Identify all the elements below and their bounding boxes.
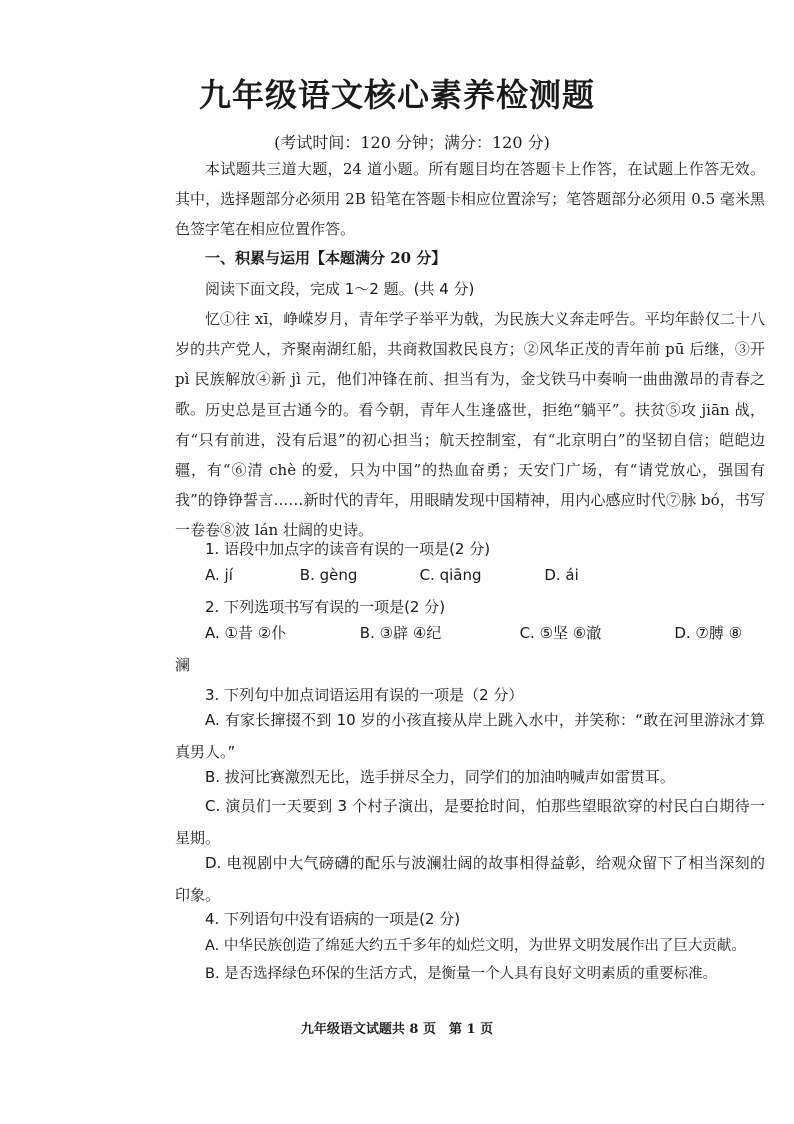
question-4-option-a: A. 中华民族创造了绵延大约五千多年的灿烂文明，为世界文明发展作出了巨大贡献。 — [205, 938, 746, 954]
question-2-options — [205, 622, 742, 643]
question-3-option-c: C. 演员们一天要到 3 个村子演出，是要抢时间，怕那些望眼欲穿的村民白白期待一星期。 — [175, 797, 765, 847]
passage-paragraph-2: 历史总是亘古通今的。看今朝，青年人生逢盛世，拒绝“躺平”。扶贫⑤攻 jiān 战，有“只有前进，没有后退”的初心担当；航天控制室，有“北京明白”的坚韧自信；皑皑边疆，有“⑥清 chè 的爱，只为中国”的热血奋勇；天安门广场，有“请党放心，强国有我”的铮铮誓言……新时代的青年，用眼睛发现中国精神，用内心感应时代⑦脉 bó，书写一卷卷⑧波 lán 壮阔的史诗。 — [175, 401, 765, 539]
option-b: B. ③辟 ④纪 — [359, 624, 442, 642]
option-c: C. qiāng — [419, 566, 482, 584]
question-4-option-b: B. 是否选择绿色环保的生活方式，是衡量一个人具有良好文明素质的重要标准。 — [205, 966, 718, 982]
question-1: 1. 语段中加点字的读音有误的一项是(2 分) — [205, 540, 491, 558]
question-4: 4. 下列语句中没有语病的一项是(2 分) — [205, 910, 461, 928]
question-3-option-b: B. 拔河比赛激烈无比，选手拼尽全力，同学们的加油呐喊声如雷贯耳。 — [205, 768, 675, 786]
question-2-option-d-continued: 澜 — [175, 656, 191, 674]
instructions-paragraph: 本试题共三道大题，24 道小题。所有题目均在答题卡上作答，在试题上作答无效。其中，选择题部分必须用 2B 铅笔在答题卡相应位置涂写；笔答题部分必须用 0.5 毫米黑色签字笔在相应位置作答。 — [175, 160, 765, 238]
page-footer: 九年级语文试题共 8 页 第 1 页 — [300, 1022, 494, 1037]
option-a: A. ①昔 ②仆 — [205, 624, 287, 642]
question-2: 2. 下列选项书写有误的一项是(2 分) — [205, 598, 446, 616]
question-3: 3. 下列句中加点词语运用有误的一项是（2 分） — [205, 686, 524, 704]
passage-paragraph-1: 忆①往 xī，峥嵘岁月，青年学子举平为戟，为民族大义奔走呼告。平均年龄仅二十八岁的共产党人，齐聚南湖红船，共商救国救民良方；②风华正茂的青年前 pū 后继，③开 pì 民族解放④新 jì 元，他们冲锋在前、担当有为，金戈铁马中奏响一曲曲激昂的青春之歌。 — [175, 310, 765, 418]
question-3-option-d: D. 电视剧中大气磅礴的配乐与波澜壮阔的故事相得益彰，给观众留下了相当深刻的印象。 — [175, 854, 765, 904]
question-1-options — [205, 566, 579, 584]
section-heading: 一、积累与运用【本题满分 20 分】 — [205, 249, 447, 267]
option-b: B. gèng — [299, 566, 358, 584]
option-a: A. jí — [205, 566, 233, 584]
option-d: D. ái — [544, 566, 579, 584]
option-c: C. ⑤坚 ⑥澈 — [519, 624, 602, 642]
option-d: D. ⑦膊 ⑧ — [674, 624, 743, 642]
reading-prompt: 阅读下面文段，完成 1～2 题。(共 4 分) — [205, 280, 475, 298]
page-title: 九年级语文核心素养检测题 — [198, 76, 595, 114]
exam-time-note: (考试时间：120 分钟；满分：120 分) — [274, 133, 550, 152]
question-3-option-a: A. 有家长撺掇不到 10 岁的小孩直接从岸上跳入水中，并笑称：“敢在河里游泳才算真男人。” — [175, 711, 765, 761]
